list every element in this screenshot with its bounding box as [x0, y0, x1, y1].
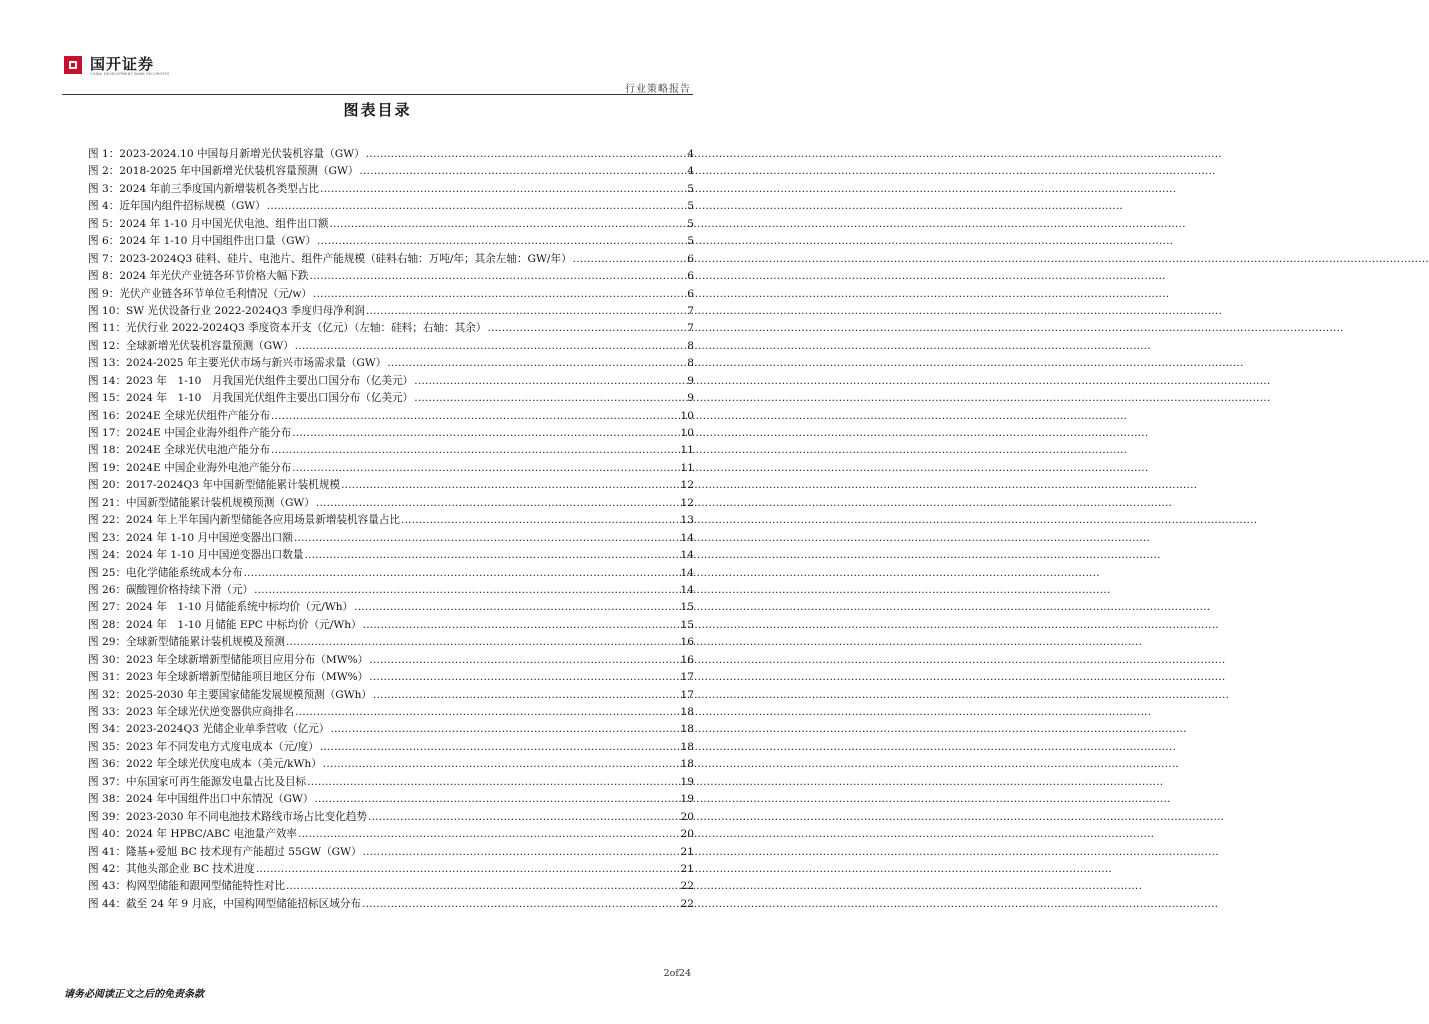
toc-entry-title: 2024 年 1-10 月中国组件出口量（GW） — [119, 235, 317, 248]
toc-leader-dots — [267, 200, 686, 212]
toc-figure-number: 图 12： — [88, 339, 127, 352]
toc-leader-dots — [401, 514, 679, 526]
toc-entry-title: 其他头部企业 BC 技术进度 — [126, 862, 255, 875]
toc-item[interactable] — [88, 320, 694, 337]
toc-entry-title: 2023-2024.10 中国每月新增光伏装机容量（GW） — [119, 148, 365, 160]
toc-leader-dots — [359, 165, 686, 177]
toc-leader-dots — [373, 689, 680, 701]
toc-figure-number: 图 16： — [88, 409, 127, 422]
toc-leader-dots — [294, 532, 680, 544]
toc-page-number: 19 — [680, 793, 694, 806]
toc-page-number: 18 — [680, 706, 694, 718]
toc-entry-title: 2023-2024Q3 硅料、硅片、电池片、组件产能规模（硅料右轴：万吨/年；其余左轴：GW/年） — [119, 252, 572, 265]
logo-subtitle: CHINA DEVELOPMENT BANK SECURITIES — [90, 72, 170, 76]
toc-entry-title: 2023 年 1-10 月我国光伏组件主要出口国分布（亿美元） — [126, 374, 414, 387]
toc-leader-dots — [330, 723, 679, 735]
toc-item[interactable] — [88, 530, 694, 547]
toc-page-number: 9 — [687, 374, 694, 387]
toc-figure-number: 图 24： — [88, 549, 127, 562]
toc-entry-title: 2024 年上半年国内新型储能各应用场景新增装机容量占比 — [126, 514, 401, 527]
toc-leader-dots — [487, 322, 686, 334]
toc-entry-title: 2024 年中国组件出口中东情况（GW） — [126, 793, 314, 806]
toc-item[interactable] — [88, 460, 694, 477]
toc-item[interactable] — [88, 844, 694, 861]
toc-entry-title: 碳酸锂价格持续下滑（元） — [126, 583, 254, 596]
toc-page-number: 4 — [687, 148, 694, 160]
toc-item[interactable] — [88, 669, 694, 686]
toc-figure-number: 图 39： — [88, 810, 127, 823]
toc-item[interactable] — [88, 565, 694, 582]
toc-entry-title: 隆基+爱旭 BC 技术现有产能超过 55GW（GW） — [126, 845, 362, 858]
toc-entry-title: 2023 年全球新增新型储能项目地区分布（MW%） — [126, 671, 369, 684]
toc-leader-dots — [244, 567, 680, 579]
toc-entry-title: 2024 年 1-10 月中国逆变器出口数量 — [126, 549, 304, 562]
toc-leader-dots — [354, 601, 679, 613]
toc-item[interactable] — [88, 809, 694, 826]
toc-entry-title: 2024-2025 年主要光伏市场与新兴市场需求量（GW） — [126, 357, 387, 370]
toc-page-number: 11 — [680, 444, 694, 457]
toc-leader-dots — [341, 479, 679, 491]
toc-item[interactable] — [88, 774, 694, 791]
toc-page-number: 7 — [687, 322, 694, 335]
toc-figure-number: 图 34： — [88, 723, 127, 736]
toc-entry-title: 2022 年全球光伏度电成本（美元/kWh） — [126, 758, 322, 771]
toc-item[interactable] — [88, 756, 694, 773]
toc-page-number: 8 — [687, 357, 694, 370]
toc-entry-title: 2024 年 1-10 月储能 EPC 中标均价（元/Wh） — [126, 618, 362, 631]
toc-figure-number: 图 30： — [88, 653, 127, 666]
toc-leader-dots — [320, 741, 680, 753]
toc-entry-title: 2024E 中国企业海外电池产能分布 — [126, 461, 292, 474]
toc-figure-number: 图 18： — [88, 444, 127, 457]
toc-leader-dots — [369, 654, 679, 666]
toc-figure-number: 图 37： — [88, 775, 127, 788]
toc-figure-number: 图 19： — [88, 461, 127, 474]
toc-leader-dots — [298, 828, 679, 840]
toc-entry-title: 光伏行业 2022-2024Q3 季度资本开支（亿元）（左轴：硅料；右轴：其余） — [126, 322, 487, 335]
toc-page-number: 15 — [680, 601, 694, 614]
toc-leader-dots — [256, 863, 680, 875]
toc-item[interactable] — [88, 477, 694, 494]
toc-page-number: 21 — [680, 862, 694, 875]
toc-figure-number: 图 38： — [88, 793, 127, 806]
toc-figure-number: 图 2： — [88, 165, 120, 178]
toc-item[interactable] — [88, 181, 694, 198]
toc-page-number: 5 — [687, 200, 694, 213]
toc-leader-dots — [271, 444, 679, 456]
toc-figure-number: 图 25： — [88, 566, 127, 579]
toc-figure-number: 图 4： — [88, 200, 120, 213]
toc-page-number: 20 — [680, 828, 694, 841]
logo-name: 国开证券 — [90, 55, 155, 73]
toc-page-number: 20 — [680, 810, 694, 823]
toc-figure-number: 图 28： — [88, 618, 127, 631]
toc-entry-title: 近年国内组件招标规模（GW） — [119, 200, 266, 213]
toc-item[interactable] — [88, 652, 694, 669]
toc-page-number: 14 — [680, 566, 694, 579]
toc-figure-number: 图 9： — [88, 287, 120, 300]
toc-page-number: 13 — [680, 514, 694, 527]
toc-page-number: 5 — [687, 235, 694, 248]
toc-leader-dots — [368, 811, 680, 823]
toc-entry-title: 全球新型储能累计装机规模及预测 — [126, 636, 285, 649]
toc-item[interactable] — [88, 739, 694, 756]
toc-figure-number: 图 15： — [88, 392, 127, 405]
toc-item[interactable] — [88, 617, 694, 634]
toc-page-number: 11 — [680, 461, 694, 474]
toc-leader-dots — [313, 288, 686, 300]
toc-leader-dots — [304, 549, 679, 561]
toc-list — [88, 146, 694, 913]
toc-leader-dots — [254, 584, 679, 596]
toc-figure-number: 图 6： — [88, 235, 120, 248]
toc-page-number: 15 — [680, 618, 694, 631]
toc-leader-dots — [314, 793, 679, 805]
toc-entry-title: 截至 24 年 9 月底，中国构网型储能招标区域分布 — [126, 897, 362, 910]
toc-leader-dots — [307, 776, 679, 788]
toc-leader-dots — [323, 758, 680, 770]
toc-figure-number: 图 33： — [88, 706, 127, 718]
toc-entry-title: 2025-2030 年主要国家储能发展规模预测（GWh） — [126, 688, 372, 701]
toc-entry-title: 2024E 全球光伏组件产能分布 — [126, 409, 271, 422]
toc-figure-number: 图 44： — [88, 897, 127, 910]
toc-entry-title: 中东国家可再生能源发电量占比及目标 — [126, 775, 307, 788]
toc-leader-dots — [329, 218, 686, 230]
toc-figure-number: 图 40： — [88, 828, 127, 841]
toc-page-number: 7 — [687, 304, 694, 317]
toc-figure-number: 图 21： — [88, 496, 127, 509]
toc-item[interactable] — [88, 425, 694, 442]
page-number: 2of24 — [663, 968, 691, 979]
toc-figure-number: 图 22： — [88, 514, 127, 527]
toc-figure-number: 图 11： — [88, 322, 127, 335]
toc-leader-dots — [366, 148, 687, 160]
toc-figure-number: 图 29： — [88, 636, 127, 649]
toc-figure-number: 图 13： — [88, 357, 127, 370]
toc-title: 图表目录 — [343, 101, 412, 119]
toc-item[interactable] — [88, 599, 694, 616]
toc-figure-number: 图 1： — [88, 148, 120, 160]
toc-item[interactable] — [88, 268, 694, 285]
toc-entry-title: 2024E 中国企业海外组件产能分布 — [126, 427, 292, 439]
toc-page-number: 18 — [680, 740, 694, 753]
toc-item[interactable] — [88, 826, 694, 843]
toc-page-number: 4 — [687, 165, 694, 178]
toc-page-number: 16 — [680, 636, 694, 649]
toc-item[interactable] — [88, 861, 694, 878]
toc-entry-title: 2017-2024Q3 年中国新型储能累计装机规模 — [126, 479, 341, 492]
toc-figure-number: 图 27： — [88, 601, 127, 614]
toc-entry-title: 2024 年光伏产业链各环节价格大幅下跌 — [119, 270, 309, 283]
toc-figure-number: 图 14： — [88, 374, 127, 387]
toc-entry-title: 2023 年不同发电方式度电成本（元/度） — [126, 740, 319, 753]
toc-leader-dots — [362, 898, 679, 910]
toc-leader-dots — [387, 357, 686, 369]
toc-page-number: 14 — [680, 583, 694, 596]
toc-item[interactable] — [88, 163, 694, 180]
toc-leader-dots — [310, 270, 687, 282]
toc-figure-number: 图 35： — [88, 740, 127, 753]
toc-entry-title: 2023 年全球新增新型储能项目应用分布（MW%） — [126, 653, 369, 666]
toc-figure-number: 图 3： — [88, 182, 120, 195]
toc-leader-dots — [316, 497, 680, 509]
toc-leader-dots — [292, 462, 679, 474]
toc-page-number: 16 — [680, 653, 694, 666]
toc-item[interactable] — [88, 878, 694, 895]
toc-page-number: 14 — [680, 531, 694, 544]
toc-entry-title: 中国新型储能累计装机规模预测（GW） — [126, 496, 315, 509]
toc-entry-title: 2024 年 1-10 月我国光伏组件主要出口国分布（亿美元） — [126, 392, 414, 405]
toc-page-number: 10 — [680, 409, 694, 422]
toc-item[interactable] — [88, 704, 694, 721]
toc-page-number: 8 — [687, 339, 694, 352]
toc-leader-dots — [292, 427, 679, 439]
toc-item[interactable] — [88, 896, 694, 913]
toc-leader-dots — [363, 846, 680, 858]
toc-item[interactable] — [88, 355, 694, 372]
toc-page-number: 17 — [680, 688, 694, 701]
toc-figure-number: 图 41： — [88, 845, 127, 858]
toc-leader-dots — [573, 253, 687, 265]
toc-item[interactable] — [88, 233, 694, 250]
toc-page-number: 6 — [687, 270, 694, 283]
toc-entry-title: 2023-2024Q3 光储企业单季营收（亿元） — [126, 723, 330, 736]
toc-figure-number: 图 26： — [88, 583, 127, 596]
toc-figure-number: 图 7： — [88, 252, 120, 265]
toc-figure-number: 图 31： — [88, 671, 127, 684]
toc-figure-number: 图 10： — [88, 304, 127, 317]
toc-figure-number: 图 32： — [88, 688, 127, 701]
toc-entry-title: 全球新增光伏装机容量预测（GW） — [126, 339, 294, 352]
toc-page-number: 14 — [680, 549, 694, 562]
toc-item[interactable] — [88, 338, 694, 355]
toc-item[interactable] — [88, 373, 694, 390]
toc-figure-number: 图 5： — [88, 217, 120, 230]
toc-entry-title: 2024 年 HPBC/ABC 电池量产效率 — [126, 828, 298, 841]
toc-leader-dots — [271, 410, 679, 422]
toc-leader-dots — [286, 636, 680, 648]
toc-entry-title: 2024E 全球光伏电池产能分布 — [126, 444, 271, 457]
toc-item[interactable] — [88, 442, 694, 459]
toc-leader-dots — [363, 619, 680, 631]
toc-item[interactable] — [88, 721, 694, 738]
toc-page-number: 21 — [680, 845, 694, 858]
toc-page-number: 22 — [680, 880, 694, 893]
toc-entry-title: 2018-2025 年中国新增光伏装机容量预测（GW） — [119, 165, 359, 178]
toc-entry-title: SW 光伏设备行业 2022-2024Q3 季度归母净利润 — [126, 304, 365, 317]
toc-entry-title: 2023-2030 年不同电池技术路线市场占比变化趋势 — [126, 810, 368, 823]
toc-page-number: 9 — [687, 392, 694, 405]
toc-item[interactable] — [88, 547, 694, 564]
toc-item[interactable] — [88, 146, 694, 163]
report-type: 行业策略报告 — [625, 84, 691, 95]
toc-figure-number: 图 36： — [88, 758, 127, 771]
logo-mark-icon — [64, 56, 82, 74]
toc-page-number: 18 — [680, 758, 694, 771]
toc-item[interactable] — [88, 286, 694, 303]
toc-entry-title: 2023 年全球光伏逆变器供应商排名 — [126, 706, 295, 718]
header-divider — [62, 94, 693, 95]
toc-page-number: 17 — [680, 671, 694, 684]
toc-item[interactable] — [88, 495, 694, 512]
toc-entry-title: 2024 年前三季度国内新增装机各类型占比 — [119, 182, 320, 195]
toc-leader-dots — [320, 183, 686, 195]
toc-entry-title: 2024 年 1-10 月中国光伏电池、组件出口额 — [119, 217, 329, 230]
toc-page-number: 5 — [687, 182, 694, 195]
toc-leader-dots — [317, 235, 686, 247]
toc-page-number: 22 — [680, 897, 694, 910]
toc-leader-dots — [414, 392, 686, 404]
toc-leader-dots — [414, 375, 686, 387]
toc-figure-number: 图 8： — [88, 270, 120, 283]
toc-page-number: 19 — [680, 775, 694, 788]
toc-item[interactable] — [88, 791, 694, 808]
toc-item[interactable] — [88, 251, 694, 268]
toc-figure-number: 图 17： — [88, 427, 127, 439]
toc-entry-title: 电化学储能系统成本分布 — [126, 566, 243, 579]
toc-item[interactable] — [88, 390, 694, 407]
disclaimer: 请务必阅读正文之后的免责条款 — [64, 989, 204, 1000]
toc-page-number: 12 — [680, 479, 694, 492]
toc-entry-title: 光伏产业链各环节单位毛利情况（元/w） — [119, 287, 313, 300]
toc-entry-title: 2024 年 1-10 月中国逆变器出口额 — [126, 531, 293, 544]
toc-figure-number: 图 42： — [88, 862, 127, 875]
toc-page-number: 6 — [687, 252, 694, 265]
toc-leader-dots — [295, 340, 687, 352]
toc-figure-number: 图 23： — [88, 531, 127, 544]
toc-figure-number: 图 43： — [88, 880, 127, 893]
toc-item[interactable] — [88, 408, 694, 425]
toc-item[interactable] — [88, 687, 694, 704]
toc-item[interactable] — [88, 303, 694, 320]
toc-entry-title: 2024 年 1-10 月储能系统中标均价（元/Wh） — [126, 601, 354, 614]
toc-leader-dots — [366, 305, 686, 317]
toc-page-number: 5 — [687, 217, 694, 230]
toc-item[interactable] — [88, 512, 694, 529]
toc-page-number: 10 — [680, 427, 694, 439]
toc-figure-number: 图 20： — [88, 479, 127, 492]
toc-page-number: 6 — [687, 287, 694, 300]
toc-page-number: 12 — [680, 496, 694, 509]
toc-item[interactable] — [88, 216, 694, 233]
toc-item[interactable] — [88, 582, 694, 599]
toc-leader-dots — [286, 880, 680, 892]
toc-leader-dots — [369, 671, 679, 683]
toc-leader-dots — [295, 706, 679, 718]
toc-entry-title: 构网型储能和跟网型储能特性对比 — [126, 880, 285, 893]
toc-page-number: 18 — [680, 723, 694, 736]
toc-item[interactable] — [88, 634, 694, 651]
toc-item[interactable] — [88, 198, 694, 215]
